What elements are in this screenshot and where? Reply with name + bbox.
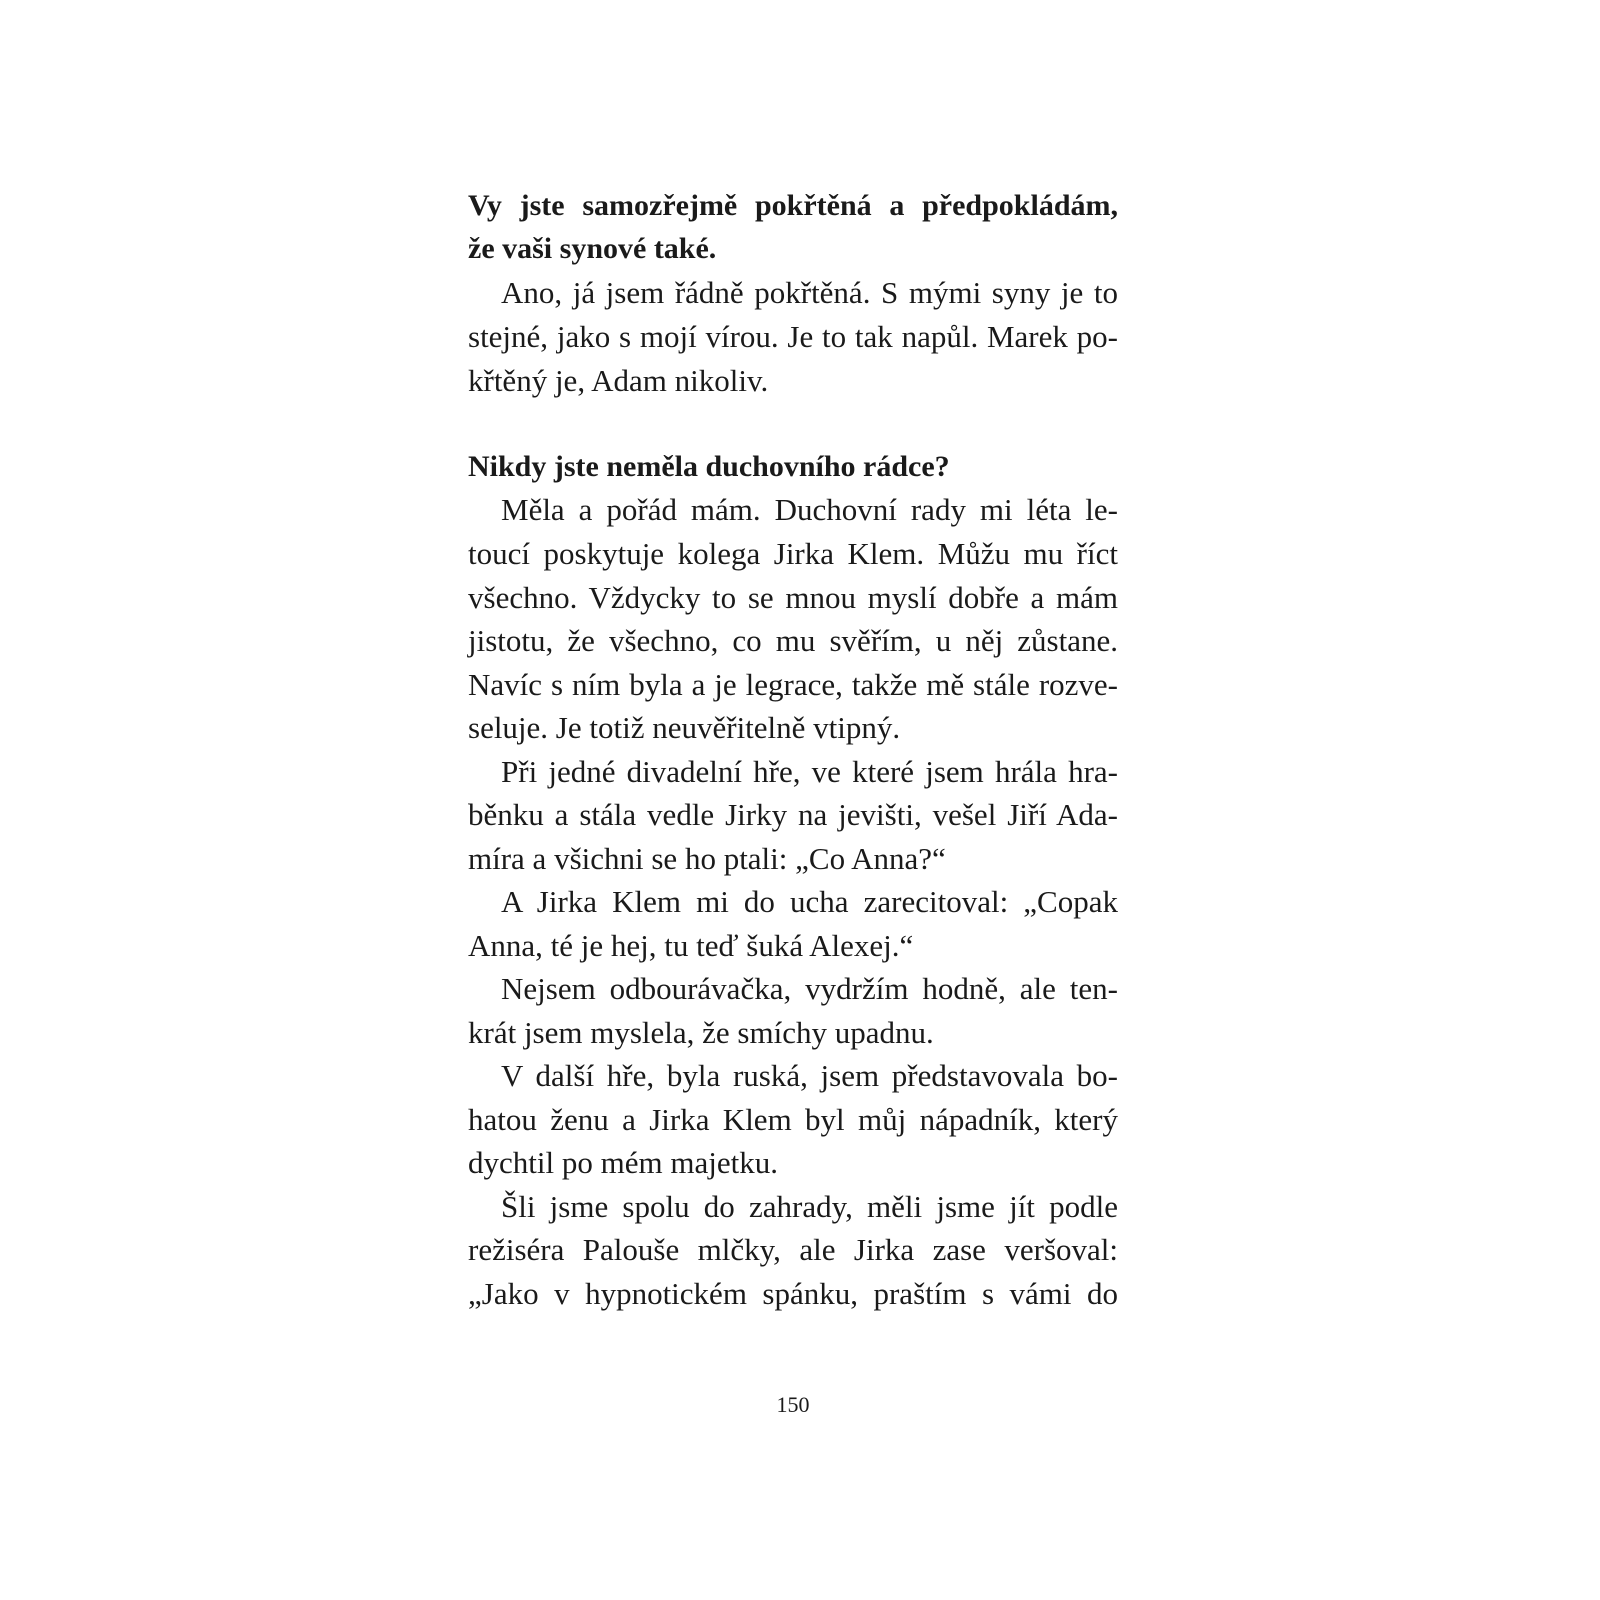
paragraph-line: A Jirka Klem mi do ucha zarecitoval: „Copak (501, 884, 1118, 919)
paragraph-line: V další hře, byla ruská, jsem představovala bo- (501, 1058, 1118, 1093)
paragraph-line: Ano, já jsem řádně pokřtěná. S mými syny je to (501, 275, 1118, 310)
paragraph-line: krát jsem myslela, že smíchy upadnu. (468, 1015, 934, 1050)
question-line: že vaši synové také. (468, 232, 717, 265)
paragraph-line: Navíc s ním byla a je legrace, takže mě stále rozve- (468, 667, 1118, 702)
paragraph-line: stejné, jako s mojí vírou. Je to tak napůl. Marek po- (468, 319, 1118, 354)
paragraph-line: jistotu, že všechno, co mu svěřím, u něj zůstane. (468, 623, 1118, 658)
page-number: 150 (776, 1392, 810, 1417)
paragraph-line: všechno. Vždycky to se mnou myslí dobře a mám (468, 580, 1118, 615)
paragraph-line: běnku a stála vedle Jirky na jevišti, vešel Jiří Ada- (468, 797, 1118, 832)
paragraph-line: dychtil po mém majetku. (468, 1145, 778, 1180)
paragraph-line: seluje. Je totiž neuvěřitelně vtipný. (468, 710, 901, 745)
paragraph-line: Při jedné divadelní hře, ve které jsem hrála hra- (501, 754, 1118, 789)
paragraph-line: Šli jsme spolu do zahrady, měli jsme jít podle (501, 1189, 1118, 1224)
paragraph-line: „Jako v hypnotickém spánku, praštím s vámi do (468, 1276, 1118, 1311)
question-line: Nikdy jste neměla duchovního rádce? (468, 450, 950, 483)
paragraph-line: Měla a pořád mám. Duchovní rady mi léta le- (501, 492, 1118, 527)
question-line: Vy jste samozřejmě pokřtěná a předpokládám, (468, 189, 1118, 222)
paragraph-line: křtěný je, Adam nikoliv. (468, 363, 769, 398)
paragraph-line: Anna, té je hej, tu teď šuká Alexej.“ (468, 928, 914, 963)
paragraph-line: Nejsem odbourávačka, vydržím hodně, ale ten- (501, 971, 1118, 1006)
paragraph-line: režiséra Palouše mlčky, ale Jirka zase veršoval: (468, 1232, 1118, 1267)
paragraph-line: hatou ženu a Jirka Klem byl můj nápadník, který (468, 1102, 1118, 1137)
paragraph-line: toucí poskytuje kolega Jirka Klem. Můžu mu říct (468, 536, 1118, 571)
paragraph-line: míra a všichni se ho ptali: „Co Anna?“ (468, 841, 946, 876)
